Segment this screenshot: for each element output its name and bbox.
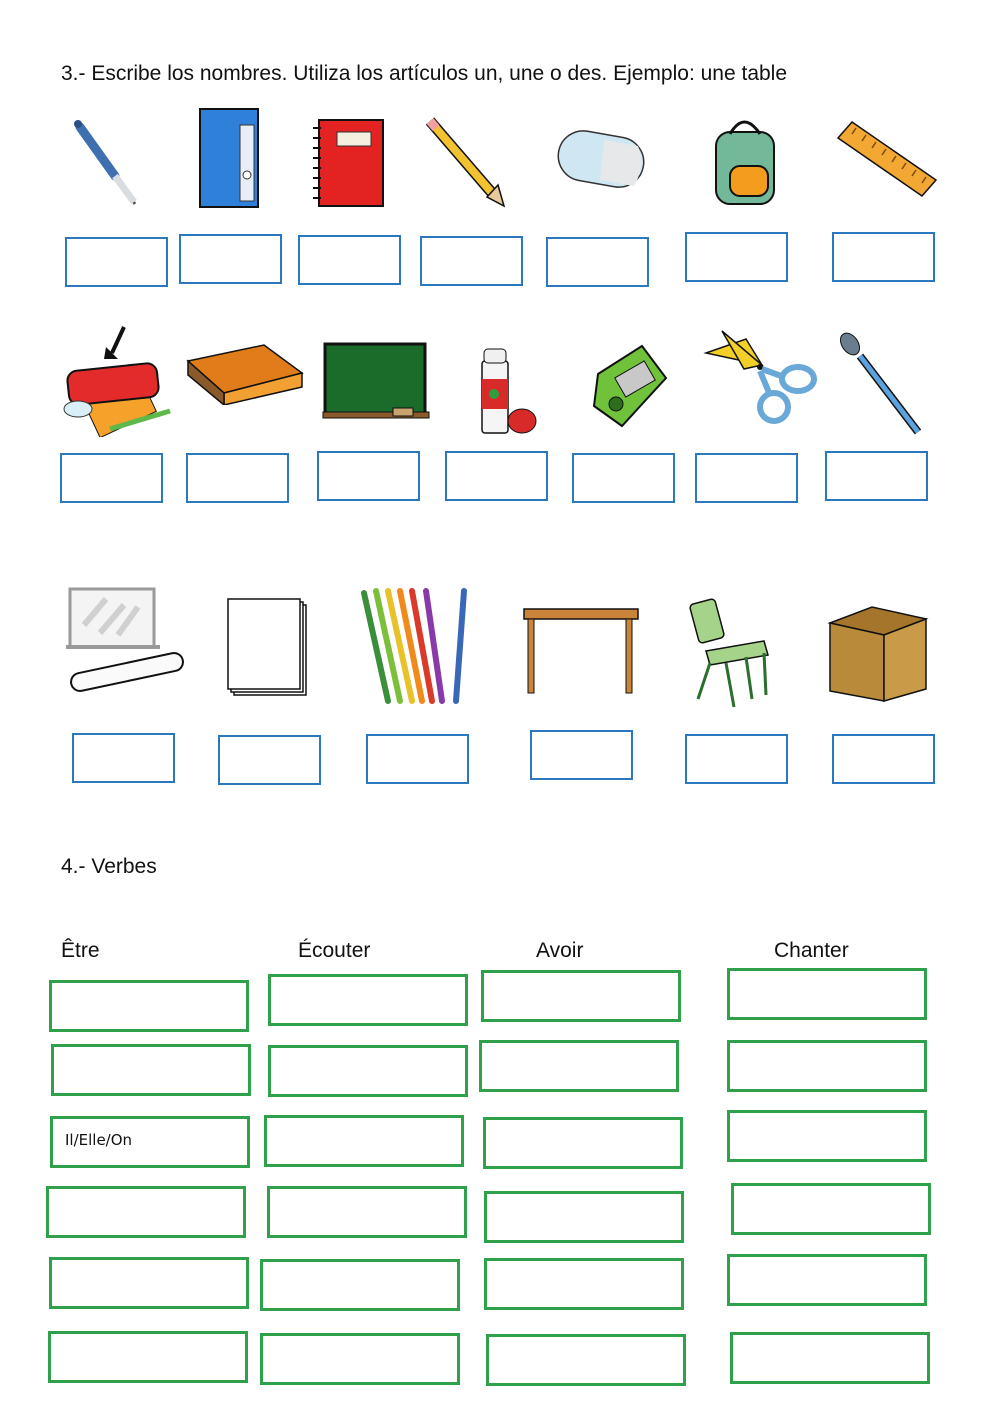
paintbrush-icon [834, 332, 926, 438]
verb-box[interactable] [46, 1186, 246, 1238]
answer-box-sharpener[interactable] [572, 453, 675, 503]
verb-box[interactable] [268, 1045, 468, 1097]
ruler-icon [834, 118, 940, 200]
verb-box[interactable] [49, 980, 249, 1032]
answer-box-colored-pencils[interactable] [366, 734, 469, 784]
answer-box-glue-stick[interactable] [445, 451, 548, 501]
pencil-icon [420, 113, 508, 210]
verb-box[interactable] [260, 1259, 460, 1311]
glue-stick-icon [476, 347, 540, 437]
verb-box[interactable] [48, 1331, 248, 1383]
answer-box-pencil-case[interactable] [60, 453, 163, 503]
verb-box[interactable] [268, 974, 468, 1026]
eraser-icon [554, 128, 648, 198]
verb-box[interactable] [727, 1254, 927, 1306]
column-heading-ecouter: Écouter [298, 939, 371, 962]
verb-box[interactable] [484, 1191, 684, 1243]
answer-box-notebook[interactable] [298, 235, 401, 285]
verb-box[interactable] [267, 1186, 467, 1238]
answer-box-paintbrush[interactable] [825, 451, 928, 501]
backpack-icon [708, 108, 783, 208]
verb-box[interactable] [479, 1040, 679, 1092]
verb-box[interactable] [727, 1110, 927, 1162]
answer-box-backpack[interactable] [685, 232, 788, 282]
paper-icon [222, 595, 314, 701]
scissors-icon [702, 325, 818, 427]
pencil-case-icon [58, 325, 176, 437]
verb-box[interactable] [50, 1116, 250, 1168]
notebook-icon [313, 118, 386, 210]
section-3-instruction: 3.- Escribe los nombres. Utiliza los artículos un, une o des. Ejemplo: une table [61, 62, 788, 85]
answer-box-eraser[interactable] [546, 237, 649, 287]
verb-box[interactable] [727, 968, 927, 1020]
book-icon [186, 343, 304, 405]
chalkboard-icon [321, 342, 431, 422]
answer-box-ruler[interactable] [832, 232, 935, 282]
colored-pencils-icon [356, 585, 474, 707]
column-heading-chanter: Chanter [774, 939, 849, 962]
verb-box[interactable] [727, 1040, 927, 1092]
answer-box-book[interactable] [186, 453, 289, 503]
answer-box-box[interactable] [832, 734, 935, 784]
column-heading-etre: Être [61, 939, 100, 962]
binder-icon [196, 105, 264, 210]
answer-box-pencil[interactable] [420, 236, 523, 286]
verb-box[interactable] [51, 1044, 251, 1096]
verb-box[interactable] [730, 1332, 930, 1384]
verb-box[interactable] [483, 1117, 683, 1169]
verb-box[interactable] [484, 1258, 684, 1310]
answer-box-chalk[interactable] [72, 733, 175, 783]
verb-box[interactable] [49, 1257, 249, 1309]
verb-box-text: Il/Elle/On [65, 1131, 133, 1149]
sharpener-icon [592, 342, 670, 430]
verb-box[interactable] [731, 1183, 931, 1235]
pen-icon [70, 118, 145, 210]
box-icon [826, 605, 930, 703]
answer-box-binder[interactable] [179, 234, 282, 284]
answer-box-table[interactable] [530, 730, 633, 780]
verb-box[interactable] [260, 1333, 460, 1385]
answer-box-scissors[interactable] [695, 453, 798, 503]
answer-box-pen[interactable] [65, 237, 168, 287]
verb-box[interactable] [481, 970, 681, 1022]
verb-box[interactable] [486, 1334, 686, 1386]
chair-icon [686, 595, 770, 709]
chalk-icon [64, 585, 186, 701]
answer-box-paper[interactable] [218, 735, 321, 785]
verb-box[interactable] [264, 1115, 464, 1167]
answer-box-chalkboard[interactable] [317, 451, 420, 501]
section-4-title: 4.- Verbes [61, 855, 157, 878]
table-icon [522, 605, 640, 695]
answer-box-chair[interactable] [685, 734, 788, 784]
column-heading-avoir: Avoir [536, 939, 584, 962]
